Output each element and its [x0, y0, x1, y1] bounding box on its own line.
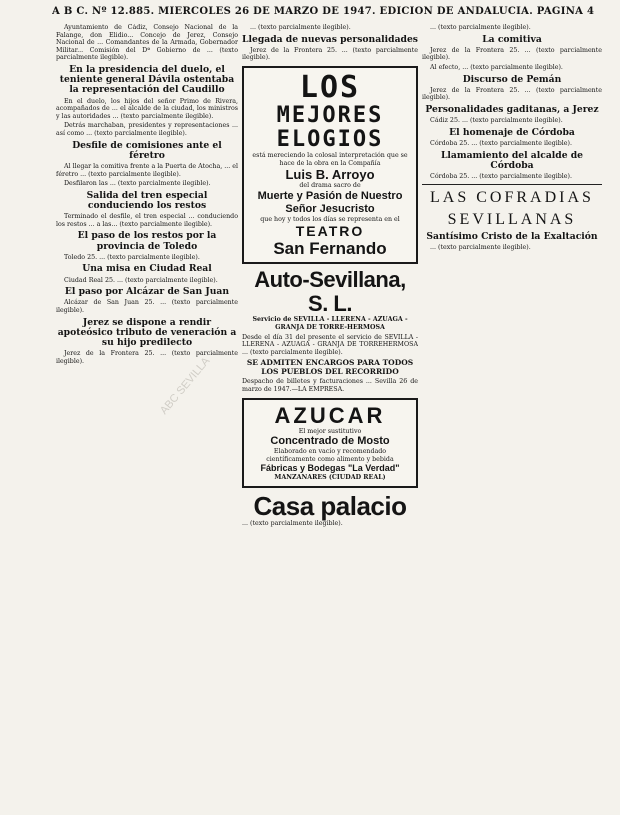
theatre-label: TEATRO — [295, 223, 365, 240]
bus-service-advertisement — [242, 268, 418, 393]
page-header: A B C. Nº 12.885. MIERCOLES 26 DE MARZO DE 1947. EDICION DE ANDALUCIA. PAGINA 4 — [52, 6, 595, 17]
column-3 — [422, 24, 602, 810]
ad-text: Despacho de billetes y facturaciones ... Sevilla 26 de marzo de 1947.—LA EMPRESA. — [242, 378, 418, 393]
ad-text: del drama sacro de — [299, 182, 361, 190]
headline: Llegada de nuevas personalidades — [242, 33, 418, 45]
ad-text: que hoy y todos los días se representa en el — [260, 215, 400, 223]
article-text: Jerez de la Frontera 25. ... (texto parcialmente ilegible). — [422, 86, 602, 102]
section-title: SEVILLANAS — [447, 210, 577, 228]
ad-text: está mereciendo la colosal interpretación que se hace de la obra en la Compañía — [252, 151, 408, 167]
article-text: Jerez de la Frontera 25. ... (texto parcialmente ilegible). — [242, 46, 418, 62]
headline: La comitiva — [482, 33, 542, 45]
ad-title: AZUCAR — [274, 402, 386, 428]
ad-text: ... (texto parcialmente ilegible). — [242, 519, 343, 527]
company-name: Fábricas y Bodegas "La Verdad" — [260, 463, 400, 474]
headline: Desfile de comisiones ante el féretro — [72, 139, 222, 161]
article-text: ... (texto parcialmente ilegible). — [430, 24, 531, 31]
sugar-advertisement — [242, 398, 418, 488]
headline: En la presidencia del duelo, el teniente general Dávila ostentaba la representación del Caudillo — [59, 63, 235, 96]
headline: El homenaje de Córdoba — [449, 126, 575, 138]
headline: Llamamiento del alcalde de Córdoba — [440, 149, 584, 171]
article-text: Ayuntamiento de Cádiz, Consejo Nacional de la Falange, don Elidio... Concejo de Jerez, Consejo Nacional de ... Comandantes de la Armada, Gobernador Militar... Comisión del Dª Gobierno de ... (texto parcialmente ilegible). — [56, 24, 238, 62]
column-1 — [56, 24, 238, 810]
article-text: ... (texto parcialmente ilegible). — [430, 243, 531, 251]
ad-headline: LOS — [299, 69, 361, 105]
article-text: Jerez de la Frontera 25. ... (texto parcialmente ilegible). — [56, 350, 238, 365]
ad-text: Desde el día 31 del presente el servicio de SEVILLA - LLERENA - AZUAGA - GRANJA DE TORREHERMOSA ... (texto parcialmente ilegible). — [242, 333, 418, 356]
play-title: Muerte y Pasión de Nuestro Señor Jesucristo — [257, 189, 403, 215]
headline: Una misa en Ciudad Real — [82, 263, 212, 275]
ad-headline: MEJORES — [276, 102, 384, 128]
article-text: Alcázar de San Juan 25. ... (texto parcialmente ilegible). — [56, 299, 238, 314]
section-title: LAS COFRADIAS — [430, 188, 594, 206]
ad-title: Auto-Sevillana, S. L. — [254, 267, 406, 317]
property-advertisement — [242, 492, 418, 528]
article-text: Ciudad Real 25. ... (texto parcialmente ilegible). — [64, 276, 218, 284]
article-text: Detrás marchaban, presidentes y representaciones ... así como ... (texto parcialmente ilegible). — [56, 122, 238, 137]
ad-text: Servicio de SEVILLA - LLERENA - AZUAGA - GRANJA DE TORRE-HERMOSA — [252, 316, 408, 331]
headline: El paso por Alcázar de San Juan — [64, 286, 230, 298]
ad-headline: ELOGIOS — [276, 126, 384, 152]
headline: Jerez se dispone a rendir apoteósico tributo de veneración a su hijo predilecto — [57, 316, 237, 348]
theatre-name: San Fernando — [273, 239, 387, 259]
company-name: Luis B. Arroyo — [285, 167, 375, 183]
article-text: Desfilaron las ... (texto parcialmente ilegible). — [64, 180, 211, 188]
ad-text: SE ADMITEN ENCARGOS PARA TODOS LOS PUEBLOS DEL RECORRIDO — [246, 358, 414, 377]
headline: Santísimo Cristo de la Exaltación — [426, 230, 598, 242]
ad-title: Casa palacio — [253, 490, 407, 521]
headline: Salida del tren especial conduciendo los restos — [86, 189, 208, 211]
product-name: Concentrado de Mosto — [270, 435, 390, 448]
article-text: Terminado el desfile, el tren especial ... conduciendo los restos ... a las... (texto parcialmente ilegible). — [56, 213, 238, 228]
article-text: Al llegar la comitiva frente a la Puerta de Atocha, ... el féretro ... (texto parcialmente ilegible). — [56, 162, 238, 178]
article-text: Córdoba 25. ... (texto parcialmente ilegible). — [430, 139, 572, 147]
headline: El paso de los restos por la provincia de Toledo — [77, 230, 217, 252]
divider — [422, 184, 602, 185]
headline: Personalidades gaditanas, a Jerez — [425, 103, 599, 115]
column-2 — [242, 24, 418, 810]
article-text: Toledo 25. ... (texto parcialmente ilegible). — [64, 253, 200, 261]
watermark: ABC SEVILLA — [157, 355, 213, 417]
headline: Discurso de Pemán — [462, 73, 562, 85]
article-text: ... (texto parcialmente ilegible). — [250, 24, 351, 31]
ad-text: MANZANARES (CIUDAD REAL) — [274, 474, 386, 482]
article-text: En el duelo, los hijos del señor Primo de Rivera, acompañados de ... el alcalde de la ciudad, los ministros y las autoridades ... (texto parcialmente ilegible). — [56, 97, 238, 120]
theatre-advertisement — [242, 66, 418, 264]
article-text: Al efecto, ... (texto parcialmente ilegible). — [430, 63, 563, 71]
ad-text: El mejor sustitutivo — [298, 427, 362, 435]
article-text: Cádiz 25. ... (texto parcialmente ilegible). — [430, 117, 563, 125]
ad-text: Elaborado en vacío y recomendado científicamente como alimento y bebida — [266, 448, 394, 463]
article-text: Córdoba 25. ... (texto parcialmente ilegible). — [430, 172, 572, 180]
article-text: Jerez de la Frontera 25. ... (texto parcialmente ilegible). — [422, 46, 602, 62]
